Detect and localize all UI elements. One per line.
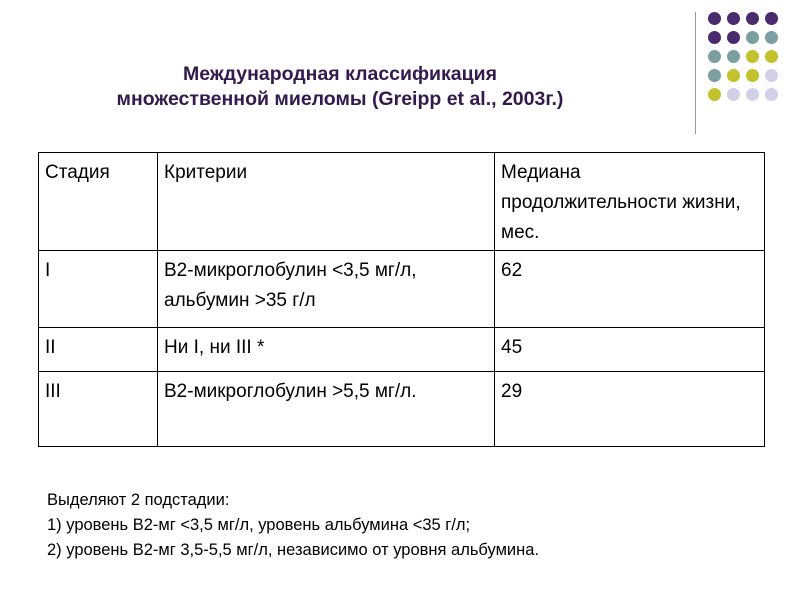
median-cell: 45 [495,328,765,372]
notes-item-2: 2) уровень В2-мг 3,5-5,5 мг/л, независимо от уровня альбумина. [47,541,540,559]
classification-table [38,152,765,447]
decorative-dot [746,31,759,44]
decorative-dot [708,88,721,101]
table-row [39,251,765,328]
decorative-dot [708,50,721,63]
decorative-dot [765,88,778,101]
decorative-dot [727,31,740,44]
stage-cell: III [39,372,158,447]
decorative-dot [765,50,778,63]
criteria-cell: Ни I, ни III * [158,328,495,372]
substage-notes [47,488,767,563]
notes-heading: Выделяют 2 подстадии: [47,491,230,509]
decorative-dot [746,69,759,82]
title-line-2: множественной миеломы (Greipp et al., 2003г.) [116,88,564,110]
title-line-1: Международная классификация [182,63,498,85]
decorative-dot [746,88,759,101]
decorative-dot [727,88,740,101]
decorative-dot [765,69,778,82]
decorative-dot [708,69,721,82]
decorative-dot [765,12,778,25]
table-header-row [39,153,765,251]
table-row [39,372,765,447]
header-cell-median-survival: Медиана продолжительности жизни, мес. [495,153,765,251]
table-row [39,328,765,372]
median-cell: 29 [495,372,765,447]
decorative-vertical-line [695,12,696,134]
header-cell-stage: Стадия [39,153,158,251]
decorative-dot [727,69,740,82]
decorative-dot [746,50,759,63]
criteria-cell: В2-микроглобулин >5,5 мг/л. [158,372,495,447]
median-cell: 62 [495,251,765,328]
decorative-dot [708,12,721,25]
decorative-dot [746,12,759,25]
decorative-dot [727,12,740,25]
stage-cell: I [39,251,158,328]
criteria-cell: В2-микроглобулин <3,5 мг/л, альбумин >35 г/л [158,251,495,328]
decorative-dot [708,31,721,44]
notes-item-1: 1) уровень В2-мг <3,5 мг/л, уровень альбумина <35 г/л; [47,516,471,534]
slide-title [40,62,640,112]
decorative-dot [727,50,740,63]
stage-cell: II [39,328,158,372]
header-cell-criteria: Критерии [158,153,495,251]
decorative-dot [765,31,778,44]
